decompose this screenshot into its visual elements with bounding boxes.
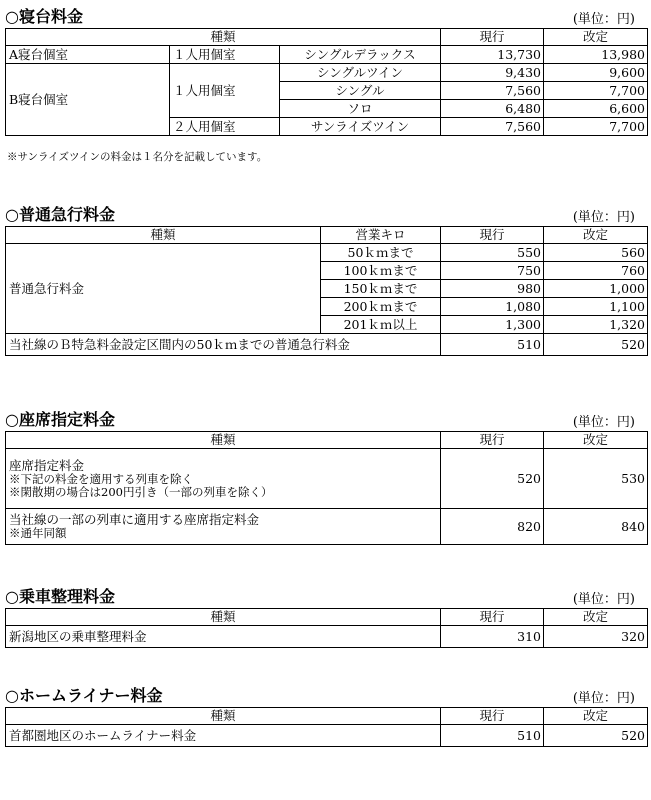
room-name: シングルデラックス bbox=[280, 46, 441, 64]
homeliner-table bbox=[5, 707, 648, 747]
current-price: 520 bbox=[441, 449, 544, 509]
revised-price: 520 bbox=[544, 334, 648, 356]
room-name: シングル bbox=[280, 82, 441, 100]
boarding-section bbox=[5, 588, 647, 658]
km-range: 100ｋｍまで bbox=[321, 262, 441, 280]
room-type-label: ２人用個室 bbox=[170, 118, 280, 136]
seat-title: ○座席指定料金 bbox=[5, 410, 115, 429]
current-price: 750 bbox=[441, 262, 544, 280]
sleeper-table bbox=[5, 28, 648, 136]
seat-label-note: ※下記の料金を適用する列車を除く bbox=[9, 471, 193, 486]
header-type: 種類 bbox=[6, 708, 441, 725]
header-current: 現行 bbox=[441, 29, 544, 46]
km-range: 150ｋｍまで bbox=[321, 280, 441, 298]
seat-label-note: ※通年同額 bbox=[9, 526, 67, 540]
revised-price: 1,000 bbox=[544, 280, 648, 298]
revised-price: 1,100 bbox=[544, 298, 648, 316]
boarding-label: 新潟地区の乗車整理料金 bbox=[6, 626, 441, 648]
revised-price: 7,700 bbox=[544, 118, 648, 136]
revised-price: 6,600 bbox=[544, 100, 648, 118]
header-revised: 改定 bbox=[544, 432, 648, 449]
header-current: 現行 bbox=[441, 227, 544, 244]
km-range: 50ｋｍまで bbox=[321, 244, 441, 262]
seat-section bbox=[5, 411, 647, 556]
homeliner-unit: (単位：円) bbox=[572, 691, 635, 706]
sleeper-title: ○寝台料金 bbox=[5, 7, 83, 26]
express-special-label: 当社線のＢ特急料金設定区間内の50ｋｍまでの普通急行料金 bbox=[6, 334, 441, 356]
header-type: 種類 bbox=[6, 609, 441, 626]
boarding-unit: (単位：円) bbox=[572, 592, 635, 607]
header-revised: 改定 bbox=[544, 609, 648, 626]
boarding-table bbox=[5, 608, 648, 648]
current-price: 510 bbox=[441, 725, 544, 747]
express-table bbox=[5, 226, 648, 356]
sleeper-section bbox=[5, 8, 647, 168]
express-title: ○普通急行料金 bbox=[5, 205, 115, 224]
header-current: 現行 bbox=[441, 708, 544, 725]
current-price: 9,430 bbox=[441, 64, 544, 82]
seat-label-main: 当社線の一部の列車に適用する座席指定料金 bbox=[9, 512, 260, 527]
current-price: 7,560 bbox=[441, 118, 544, 136]
room-name: サンライズツイン bbox=[280, 118, 441, 136]
header-type: 種類 bbox=[6, 29, 441, 46]
seat-table bbox=[5, 431, 648, 545]
homeliner-title: ○ホームライナー料金 bbox=[5, 686, 163, 705]
revised-price: 9,600 bbox=[544, 64, 648, 82]
header-current: 現行 bbox=[441, 609, 544, 626]
current-price: 13,730 bbox=[441, 46, 544, 64]
seat-row-label bbox=[6, 509, 441, 545]
header-revised: 改定 bbox=[544, 227, 648, 244]
header-revised: 改定 bbox=[544, 708, 648, 725]
revised-price: 560 bbox=[544, 244, 648, 262]
revised-price: 7,700 bbox=[544, 82, 648, 100]
seat-unit: (単位：円) bbox=[572, 415, 635, 430]
seat-row-label bbox=[6, 449, 441, 509]
a-sleeper-label: A寝台個室 bbox=[6, 46, 170, 64]
revised-price: 520 bbox=[544, 725, 648, 747]
seat-label-note: ※閑散期の場合は200円引き（一部の列車を除く） bbox=[9, 484, 273, 499]
header-km: 営業キロ bbox=[321, 227, 441, 244]
current-price: 980 bbox=[441, 280, 544, 298]
sleeper-note: ※サンライズツインの料金は１名分を記載しています。 bbox=[7, 151, 268, 163]
express-unit: (単位：円) bbox=[572, 210, 635, 225]
current-price: 1,300 bbox=[441, 316, 544, 334]
express-label: 普通急行料金 bbox=[6, 244, 321, 334]
room-type-label: １人用個室 bbox=[170, 64, 280, 118]
homeliner-label: 首都圏地区のホームライナー料金 bbox=[6, 725, 441, 747]
header-type: 種類 bbox=[6, 227, 321, 244]
b-sleeper-label: B寝台個室 bbox=[6, 64, 170, 136]
room-name: シングルツイン bbox=[280, 64, 441, 82]
current-price: 820 bbox=[441, 509, 544, 545]
header-current: 現行 bbox=[441, 432, 544, 449]
current-price: 550 bbox=[441, 244, 544, 262]
current-price: 1,080 bbox=[441, 298, 544, 316]
current-price: 510 bbox=[441, 334, 544, 356]
seat-label-main: 座席指定料金 bbox=[9, 457, 85, 473]
room-type-label: １人用個室 bbox=[170, 46, 280, 64]
revised-price: 530 bbox=[544, 449, 648, 509]
header-revised: 改定 bbox=[544, 29, 648, 46]
revised-price: 13,980 bbox=[544, 46, 648, 64]
room-name: ソロ bbox=[280, 100, 441, 118]
current-price: 310 bbox=[441, 626, 544, 648]
current-price: 7,560 bbox=[441, 82, 544, 100]
revised-price: 1,320 bbox=[544, 316, 648, 334]
homeliner-section bbox=[5, 687, 647, 757]
current-price: 6,480 bbox=[441, 100, 544, 118]
km-range: 201ｋｍ以上 bbox=[321, 316, 441, 334]
km-range: 200ｋｍまで bbox=[321, 298, 441, 316]
header-type: 種類 bbox=[6, 432, 441, 449]
revised-price: 840 bbox=[544, 509, 648, 545]
revised-price: 320 bbox=[544, 626, 648, 648]
express-section bbox=[5, 206, 647, 376]
boarding-title: ○乗車整理料金 bbox=[5, 587, 115, 606]
revised-price: 760 bbox=[544, 262, 648, 280]
sleeper-unit: (単位：円) bbox=[572, 12, 635, 27]
